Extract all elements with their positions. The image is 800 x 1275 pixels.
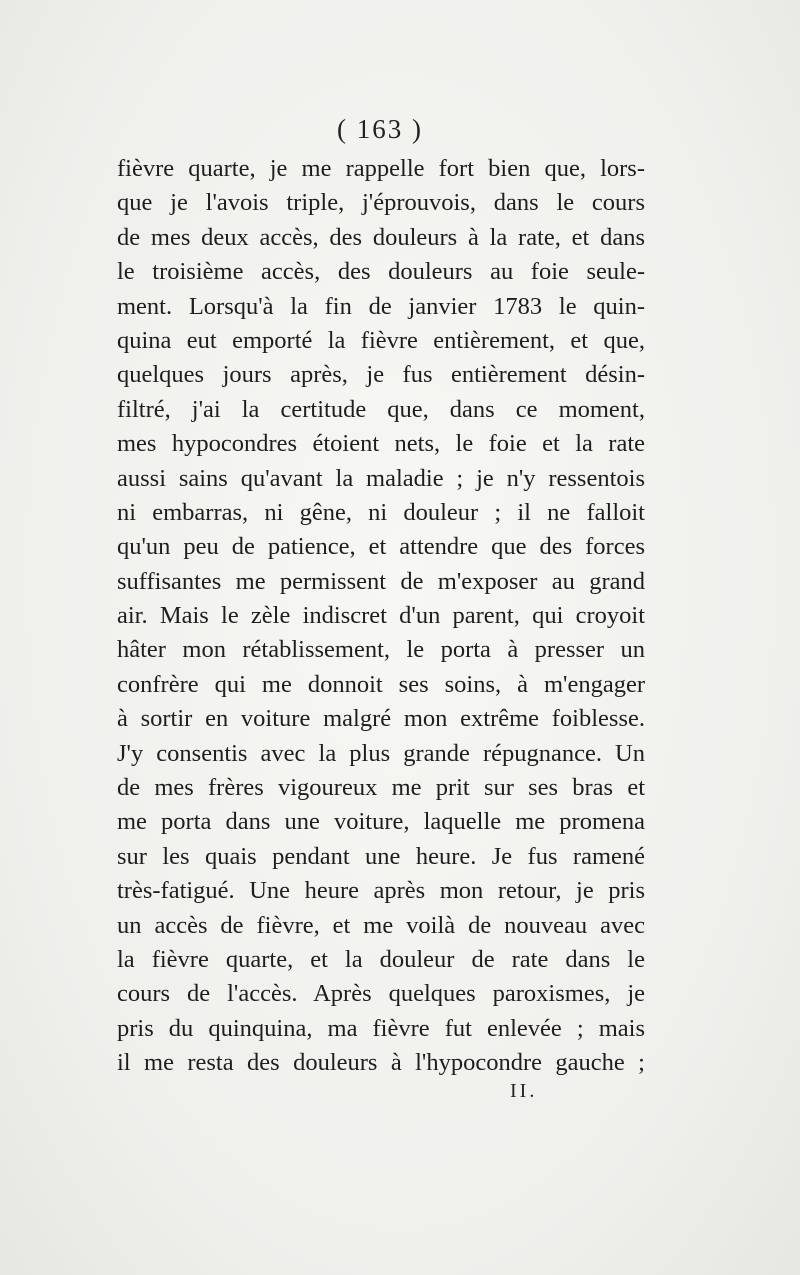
text-line: hâter mon rétablissement, le porta à presser un [117,636,645,664]
text-line: un accès de fièvre, et me voilà de nouveau avec [117,911,645,939]
signature-mark: II. [510,1080,538,1102]
text-line: à sortir en voiture malgré mon extrême foiblesse. [117,705,645,733]
text-line: mes hypocondres étoient nets, le foie et la rate [117,430,645,458]
body-text [117,152,645,1081]
text-line: la fièvre quarte, et la douleur de rate dans le [117,945,645,973]
text-line: très-fatigué. Une heure après mon retour, je pris [117,877,645,905]
text-line: confrère qui me donnoit ses soins, à m'engager [117,670,645,698]
text-line: que je l'avois triple, j'éprouvois, dans le cours [117,189,645,217]
text-line: sur les quais pendant une heure. Je fus ramené [117,842,645,870]
text-line: le troisième accès, des douleurs au foie seule- [117,258,645,286]
text-line: pris du quinquina, ma fièvre fut enlevée ; mais [117,1014,645,1042]
text-line: quelques jours après, je fus entièrement désin- [117,361,645,389]
text-line: aussi sains qu'avant la maladie ; je n'y ressentois [117,464,645,492]
text-line: suffisantes me permissent de m'exposer au grand [117,567,645,595]
text-line: filtré, j'ai la certitude que, dans ce moment, [117,395,645,423]
text-line: air. Mais le zèle indiscret d'un parent, qui croyoit [117,602,645,630]
text-line: ment. Lorsqu'à la fin de janvier 1783 le quin- [117,292,645,320]
text-line: cours de l'accès. Après quelques paroxismes, je [117,980,645,1008]
text-line: fièvre quarte, je me rappelle fort bien que, lors- [117,155,645,182]
text-line: il me resta des douleurs à l'hypocondre gauche ; [117,1049,645,1077]
text-line: quina eut emporté la fièvre entièrement, et que, [117,326,645,354]
text-line: de mes frères vigoureux me prit sur ses bras et [117,774,645,802]
text-line: J'y consentis avec la plus grande répugnance. Un [117,739,645,767]
text-line: qu'un peu de patience, et attendre que des forces [117,533,645,561]
page-number: ( 163 ) [337,114,423,144]
text-line: me porta dans une voiture, laquelle me promena [117,808,645,836]
text-line: ni embarras, ni gêne, ni douleur ; il ne falloit [117,498,645,526]
text-line: de mes deux accès, des douleurs à la rate, et dans [117,223,645,251]
